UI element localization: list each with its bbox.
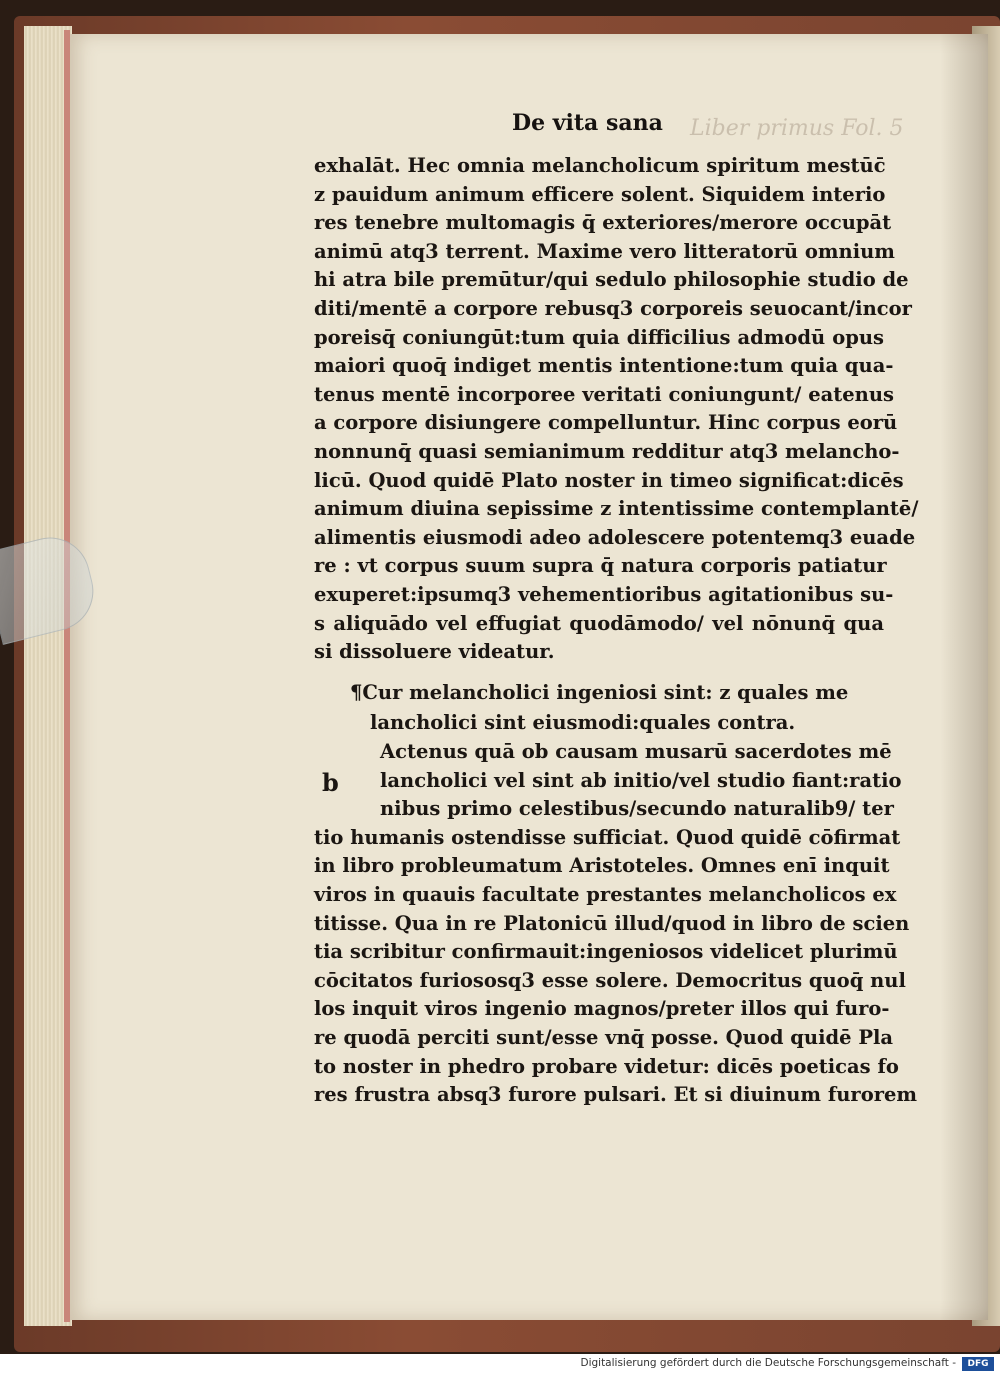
text-line: diti/mentē a corpore rebusq3 corporeis seuocant/incor xyxy=(314,296,912,320)
text-line: nibus primo celestibus/secundo naturalib9/ ter xyxy=(380,797,894,821)
text-line: animū atq3 terrent. Maxime vero litteratorū omnium xyxy=(314,239,895,263)
text-line: tio humanis ostendisse sufficiat. Quod quidē cōfirmat xyxy=(314,825,901,849)
dfg-logo: DFG xyxy=(962,1357,994,1371)
text-line: re quodā perciti sunt/esse vnq̄ posse. Quod quidē Pla xyxy=(314,1025,894,1049)
text-line: los inquit viros ingenio magnos/preter illos qui furo- xyxy=(314,997,890,1021)
text-line: nonnunq̄ quasi semianimum redditur atq3 melancho- xyxy=(314,439,900,463)
initial-letter: b xyxy=(322,768,339,797)
chapter-heading xyxy=(350,678,870,738)
text-line: re : vt corpus suum supra q̄ natura corporis patiatur xyxy=(314,554,887,578)
text-line: a corpore disiungere compelluntur. Hinc corpus eorū xyxy=(314,411,898,435)
heading-line: ¶Cur melancholici ingeniosi sint: z quales me xyxy=(350,681,849,704)
red-page-edge xyxy=(64,30,70,1322)
text-line: hi atra bile premūtur/qui sedulo philosophie studio de xyxy=(314,268,909,292)
text-line: tenus mentē incorporee veritati coniungunt/ eatenus xyxy=(314,382,894,406)
text-line: titisse. Qua in re Platonicū illud/quod in libro de scien xyxy=(314,911,910,935)
text-line: tia scribitur confirmauit:ingeniosos videlicet plurimū xyxy=(314,940,898,964)
paragraph-1 xyxy=(314,152,919,667)
text-line: alimentis eiusmodi adeo adolescere potentemq3 euade xyxy=(314,525,916,549)
text-line: cōcitatos furiososq3 esse solere. Democritus quoq̄ nul xyxy=(314,968,906,992)
text-line: res tenebre multomagis q̄ exteriores/merore occupāt xyxy=(314,211,892,235)
gutter-shadow xyxy=(940,34,988,1320)
text-line: animum diuina sepissime z intentissime contemplantē/ xyxy=(314,497,919,521)
running-header: De vita sana xyxy=(512,110,663,136)
text-line: in libro probleumatum Aristoteles. Omnes enī inquit xyxy=(314,854,890,878)
funding-note: Digitalisierung gefördert durch die Deutsche Forschungsgemeinschaft - xyxy=(580,1357,956,1369)
heading-line: lancholici sint eiusmodi:quales contra. xyxy=(370,711,796,734)
text-line: to noster in phedro probare videtur: dicēs poeticas fo xyxy=(314,1054,899,1078)
text-line: lancholici vel sint ab initio/vel studio fiant:ratio xyxy=(380,768,902,792)
text-line: exuperet:ipsumq3 vehementioribus agitationibus su- xyxy=(314,582,894,606)
text-line: viros in quauis facultate prestantes melancholicos ex xyxy=(314,882,897,906)
text-line: s aliquādo vel effugiat quodāmodo/ vel nōnunq̄ qua xyxy=(314,611,884,635)
bleed-through-text: Liber primus Fol. 5 xyxy=(690,116,904,141)
text-line: si dissoluere videatur. xyxy=(314,640,555,664)
text-line: maiori quoq̄ indiget mentis intentione:tum quia qua- xyxy=(314,354,894,378)
text-line: poreisq̄ coniungūt:tum quia difficilius admodū opus xyxy=(314,325,884,349)
text-line: exhalāt. Hec omnia melancholicum spiritum mestūc̄ xyxy=(314,154,886,177)
text-line: Actenus quā ob causam musarū sacerdotes mē xyxy=(380,740,892,763)
text-line: licū. Quod quidē Plato noster in timeo significat:dicēs xyxy=(314,468,904,492)
footer-bar xyxy=(0,1354,1000,1374)
text-line: z pauidum animum efficere solent. Siquidem interio xyxy=(314,182,886,206)
paragraph-2 xyxy=(314,738,918,1110)
text-line: res frustra absq3 furore pulsari. Et si diuinum furorem xyxy=(314,1083,918,1107)
